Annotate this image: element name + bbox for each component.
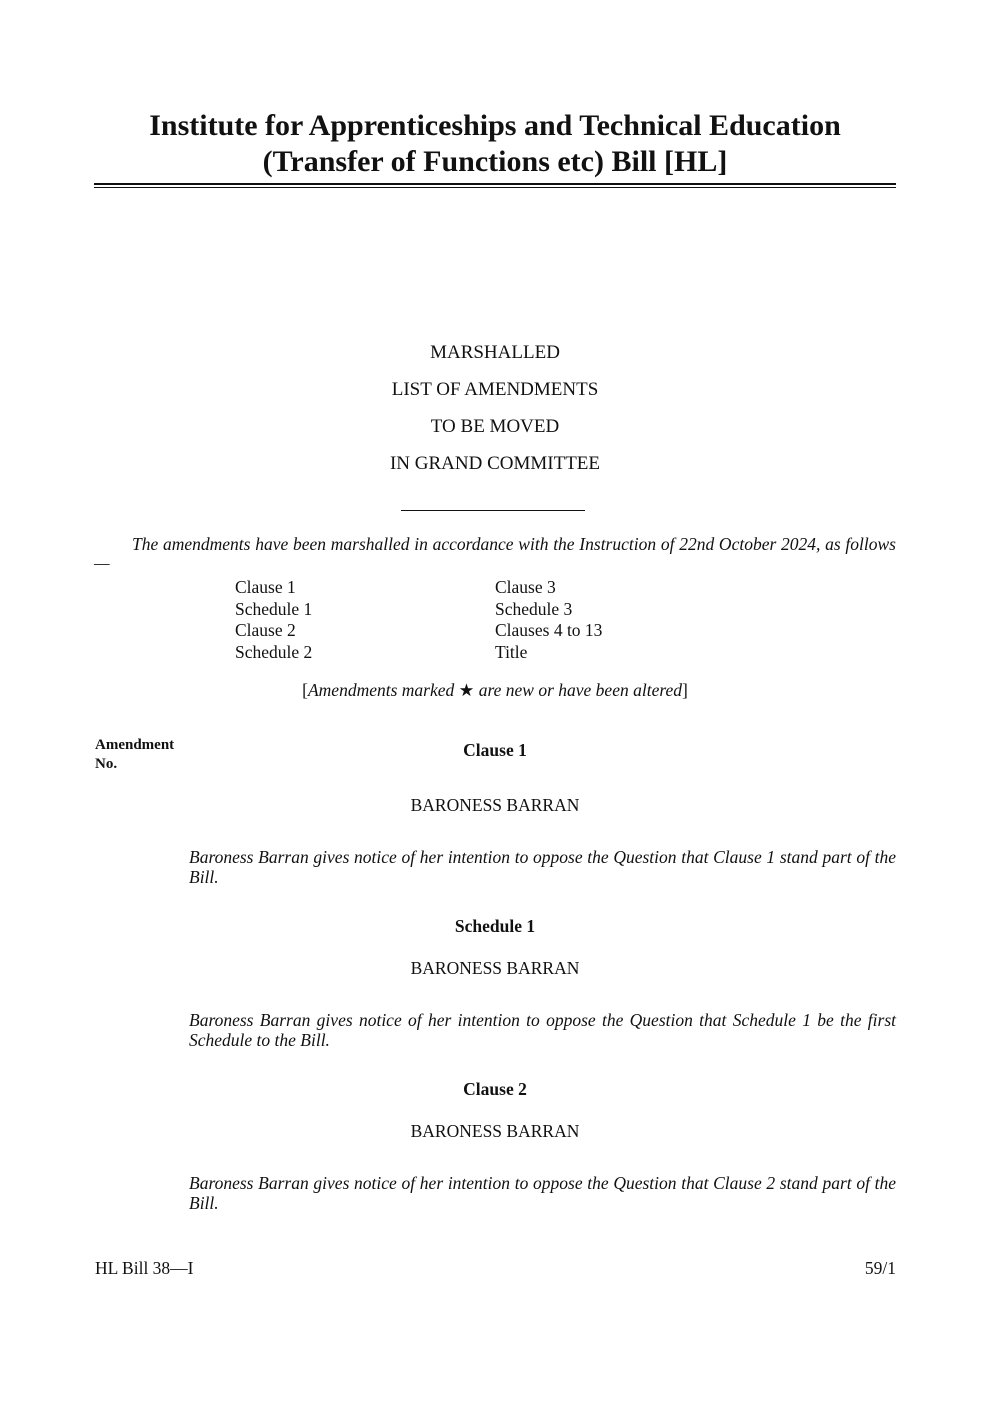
title-rule-bottom bbox=[94, 187, 896, 188]
order-item: Clause 3 bbox=[495, 577, 556, 597]
amendment-text: Baroness Barran gives notice of her intention to oppose the Question that Clause 2 stand part of the Bill. bbox=[189, 1173, 896, 1213]
member-name: BARONESS BARRAN bbox=[410, 1121, 580, 1141]
label-line: Amendment bbox=[95, 737, 175, 753]
order-column-2 bbox=[495, 577, 602, 663]
title-rule-top bbox=[94, 183, 896, 185]
section-divider bbox=[401, 510, 585, 511]
order-item: Schedule 3 bbox=[495, 598, 573, 619]
section-heading: Clause 2 bbox=[463, 1079, 527, 1099]
order-item: Schedule 2 bbox=[235, 641, 313, 662]
order-item: Clauses 4 to 13 bbox=[495, 620, 603, 640]
order-item: Schedule 1 bbox=[235, 598, 313, 619]
star-note bbox=[94, 680, 896, 700]
label-line: No. bbox=[95, 756, 118, 772]
order-item: Clause 1 bbox=[235, 577, 296, 597]
bill-title-line-1: Institute for Apprenticeships and Technical Education bbox=[149, 109, 841, 142]
section-heading: Schedule 1 bbox=[454, 916, 536, 936]
amendment-text: Baroness Barran gives notice of her intention to oppose the Question that Clause 1 stand part of the Bill. bbox=[189, 847, 896, 887]
heading-line: TO BE MOVED bbox=[430, 416, 560, 437]
order-item: Title bbox=[495, 641, 528, 662]
section-heading: Clause 1 bbox=[463, 740, 527, 760]
amendment-text: Baroness Barran gives notice of her intention to oppose the Question that Schedule 1 be the first Schedule to the Bill. bbox=[189, 1010, 896, 1050]
member-name: BARONESS BARRAN bbox=[410, 795, 580, 815]
star-note-text: are new or have been altered bbox=[474, 680, 683, 700]
heading-line: IN GRAND COMMITTEE bbox=[389, 453, 601, 474]
intro-paragraph: The amendments have been marshalled in accordance with the Instruction of 22nd October 2024, as follows— bbox=[94, 534, 896, 573]
bracket: ] bbox=[682, 680, 688, 700]
order-column-1 bbox=[235, 577, 312, 663]
bracket: [ bbox=[302, 680, 308, 700]
footer-page-ref: 59/1 bbox=[864, 1258, 896, 1278]
bill-title-line-2: (Transfer of Functions etc) Bill [HL] bbox=[262, 145, 728, 178]
footer-bill-number: HL Bill 38—I bbox=[95, 1258, 194, 1278]
heading-line: MARSHALLED bbox=[430, 342, 560, 363]
heading-line: LIST OF AMENDMENTS bbox=[391, 379, 599, 400]
star-icon: ★ bbox=[458, 680, 475, 700]
order-item: Clause 2 bbox=[235, 620, 296, 640]
member-name: BARONESS BARRAN bbox=[410, 958, 580, 978]
star-note-text: Amendments marked bbox=[307, 680, 459, 700]
